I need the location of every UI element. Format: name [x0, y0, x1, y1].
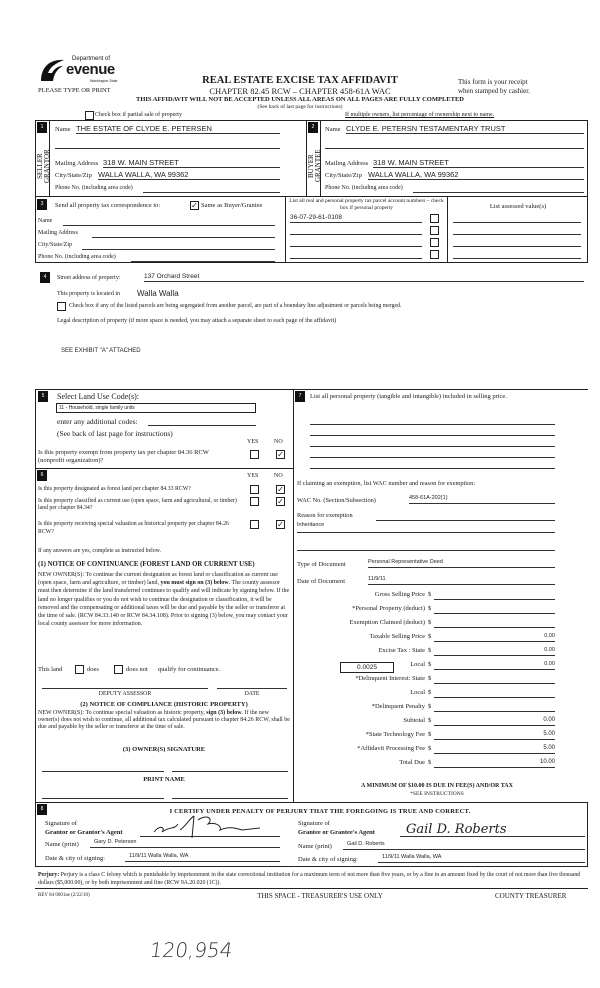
- fee-value-field[interactable]: 5.00: [434, 731, 555, 740]
- logo-state: Washington State: [90, 79, 118, 83]
- svg-text:Gail D. Roberts: Gail D. Roberts: [406, 822, 507, 837]
- seller-mailing-field[interactable]: 318 W. MAIN STREET: [103, 158, 280, 168]
- section-1-badge: 1: [37, 122, 47, 133]
- fee-value-field[interactable]: [434, 591, 555, 600]
- form-revision: REV 84 0001ae (2/22/10): [38, 893, 90, 898]
- if-yes-instruction: If any answers are yes, complete as instructed below.: [38, 548, 161, 554]
- parcel-header: List all real and personal property tax parcel account numbers – check box if personal property: [289, 198, 444, 211]
- certify-statement: I CERTIFY UNDER PENALTY OF PERJURY THAT THE FOREGOING IS TRUE AND CORRECT.: [169, 808, 471, 815]
- corr-name-label: Name: [38, 218, 53, 224]
- personal-property-label: List all personal property (tangible and intangible) included in selling price.: [310, 393, 507, 400]
- personal-property-checkbox[interactable]: [430, 238, 439, 247]
- grantor-date-city-field[interactable]: 11/9/11 Walla Walla, WA: [125, 853, 280, 862]
- fee-value-field[interactable]: 0.00: [434, 661, 555, 670]
- section-6-badge: 6: [37, 470, 47, 481]
- date-label: DATE: [244, 691, 260, 697]
- segregated-parcel-checkbox[interactable]: [57, 302, 66, 311]
- receipt-note-1: This form is your receipt: [458, 78, 528, 86]
- grantee-name-print-label: Name (print): [298, 843, 332, 850]
- wac-label: WAC No. (Section/Subsection): [297, 497, 376, 504]
- wac-field[interactable]: 458-61A-202(1): [409, 495, 555, 504]
- does-qualify-checkbox[interactable]: [75, 665, 84, 674]
- personal-property-line[interactable]: [310, 435, 555, 436]
- land-use-see-back: (See back of last page for instructions): [57, 429, 173, 438]
- does-not-label: does not: [126, 666, 148, 673]
- exemption-instruction: If claiming an exemption, list WAC number and reason for exemption:: [297, 480, 476, 487]
- buyer-name-field[interactable]: CLYDE E. PETERSN TESTAMENTARY TRUST: [346, 124, 584, 134]
- section-3-badge: 3: [37, 199, 47, 210]
- personal-property-checkbox[interactable]: [430, 226, 439, 235]
- fee-value-field[interactable]: 0.00: [434, 717, 555, 726]
- logo-name: evenue: [66, 61, 115, 78]
- grantor-sig-of-label: Signature of: [45, 820, 77, 827]
- does-not-qualify-checkbox[interactable]: [114, 665, 123, 674]
- receipt-note-2: when stamped by cashier.: [458, 87, 530, 95]
- corr-city-field[interactable]: [82, 243, 275, 250]
- forest-land-question: Is this property designated as forest land per chapter 84.33 RCW?: [38, 486, 191, 492]
- personal-property-checkbox[interactable]: [430, 250, 439, 259]
- personal-property-line[interactable]: [310, 468, 555, 469]
- buyer-mailing-label: Mailing Address: [325, 160, 369, 167]
- doc-type-field[interactable]: Personal Representative Deed: [368, 559, 555, 568]
- fee-row-personal-property: *Personal Property (deduct) $: [297, 605, 555, 616]
- grantor-agent-label: Grantor or Grantor's Agent: [45, 829, 123, 836]
- assessor-date-line[interactable]: [217, 688, 287, 689]
- notice-continuance-text: NEW OWNER(S): To continue the current designation as forest land or classification as current use (open space, farm and agriculture, or timber) land, you must sign on (3) below. The county assessor must then determine if the land transferred continues to qualify and will indicate by signing below. If the land no longer qualifies or you do not wish to continue the designation or classification, it will be removed and the compensating or additional taxes will be due and payable by the seller or transferor at the time of sale. (RCW 84.33.140 or RCW 84.34.108). Prior to signing (3) below, you may contact your local county assessor for more information.: [38, 572, 290, 628]
- grantee-name-field[interactable]: Gail D. Roberts: [343, 841, 585, 850]
- section-4-badge: 4: [40, 272, 50, 283]
- forest-yes-checkbox[interactable]: [250, 485, 259, 494]
- yes-header: YES: [247, 473, 259, 479]
- grantee-sig-of-label: Signature of: [298, 820, 330, 827]
- logo-dept: Department of: [72, 56, 111, 62]
- corr-city-label: City/State/Zip: [38, 242, 72, 248]
- print-name-line-2[interactable]: [172, 798, 288, 799]
- fee-row-exemption-claimed: Exemption Claimed (deduct) $: [297, 619, 555, 630]
- fee-row-delinquent-penalty: *Delinquent Penalty $: [297, 703, 555, 714]
- qualify-label: qualify for continuance.: [158, 666, 221, 673]
- fee-value-field[interactable]: [434, 619, 555, 628]
- multiple-owners-note: If multiple owners, list percentage of ownership next to name.: [345, 112, 495, 118]
- fee-value-field[interactable]: [434, 675, 555, 684]
- fee-value-field[interactable]: [434, 605, 555, 614]
- reason-label: Reason for exemption: [297, 512, 353, 519]
- buyer-city-field[interactable]: WALLA WALLA, WA 99362: [368, 170, 584, 180]
- assessed-value-field[interactable]: [453, 227, 581, 235]
- current-use-no-checkbox[interactable]: ✓: [277, 497, 284, 506]
- personal-property-line[interactable]: [310, 446, 555, 447]
- grantor-signature-field[interactable]: [140, 820, 280, 837]
- section-2-badge: 2: [308, 122, 318, 133]
- notice-compliance-text: NEW OWNER(S): To continue special valuation as historic property, sign (3) below. If the new owner(s) does not wish to continue, all additional tax calculated pursuant to chapter 84.26 RCW, shall be due and payable by the seller or transferor at the time of sale.: [38, 710, 290, 731]
- parcel-number-field[interactable]: [290, 238, 422, 247]
- historic-yes-checkbox[interactable]: [250, 520, 259, 529]
- fee-row-technology-fee: *State Technology Fee $ 5.00: [365, 731, 555, 738]
- seller-grantor-label: SELLER GRANTOR: [36, 149, 51, 183]
- completion-warning: THIS AFFIDAVIT WILL NOT BE ACCEPTED UNLESS ALL AREAS ON ALL PAGES ARE FULLY COMPLETED: [136, 96, 464, 103]
- fee-row-subtotal: Subtotal $ 0.00: [403, 717, 555, 724]
- owner-signature-line-1[interactable]: [42, 771, 164, 772]
- form-subtitle: CHAPTER 82.45 RCW – CHAPTER 458-61A WAC: [209, 86, 391, 96]
- print-name-line-1[interactable]: [42, 798, 164, 799]
- buyer-name-label: Name: [325, 126, 341, 133]
- grantee-handwritten-signature: [404, 818, 524, 838]
- fee-row-excise-local: Local $ 0.00: [410, 661, 555, 668]
- seller-city-label: City/State/Zip: [55, 172, 92, 179]
- notice-compliance-title: (2) NOTICE OF COMPLIANCE (HISTORIC PROPERTY): [80, 701, 248, 708]
- grantee-date-city-label: Date & city of signing:: [298, 856, 358, 863]
- historic-question: Is this property receiving special valuation as historical property per chapter 84.26 RCW?: [38, 521, 229, 535]
- seller-phone-field[interactable]: [143, 185, 280, 193]
- legal-description-value[interactable]: SEE EXHIBIT "A" ATTACHED: [61, 348, 141, 354]
- buyer-grantee-label: BUYER GRANTEE: [307, 149, 322, 183]
- form-title: REAL ESTATE EXCISE TAX AFFIDAVIT: [202, 75, 398, 86]
- current-use-yes-checkbox[interactable]: [250, 497, 259, 506]
- section-8-badge: 8: [37, 804, 47, 815]
- revenue-swoosh-icon: [38, 57, 68, 83]
- historic-no-checkbox[interactable]: ✓: [277, 520, 284, 529]
- grantor-handwritten-signature: [150, 814, 270, 838]
- see-back-note: (See back of last page for instructions): [257, 104, 343, 110]
- fee-value-field[interactable]: 0.00: [434, 633, 555, 642]
- partial-sale-checkbox[interactable]: [85, 111, 94, 120]
- notice-continuance-title: (1) NOTICE OF CONTINUANCE (FOREST LAND OR CURRENT USE): [38, 561, 255, 568]
- doc-date-label: Date of Document: [297, 578, 346, 585]
- assessed-value-field[interactable]: [453, 215, 581, 223]
- street-address-label: Street address of property:: [57, 275, 121, 281]
- please-type-text: PLEASE TYPE OR PRINT: [38, 87, 111, 94]
- same-as-buyer-checkbox[interactable]: ✓: [191, 201, 198, 210]
- grantee-agent-label: Grantee or Grantee's Agent: [298, 829, 375, 836]
- located-in-label: This property is located in: [57, 291, 120, 297]
- fee-row-taxable-selling-price: Taxable Selling Price $ 0.00: [369, 633, 555, 640]
- parcel-number-field[interactable]: 36-07-29-61-0108: [290, 214, 422, 223]
- owner-signature-label: (3) OWNER(S) SIGNATURE: [122, 746, 206, 753]
- fee-row-excise-state: Excise Tax : State $ 0.00: [378, 647, 555, 654]
- grantee-signature-field[interactable]: [400, 820, 585, 837]
- fee-row-total-due: Total Due $ 10.00: [399, 759, 555, 766]
- land-use-label: Select Land Use Code(s):: [57, 392, 139, 401]
- does-label: does: [87, 666, 99, 673]
- no-header: NO: [274, 473, 283, 479]
- treasurer-use-only: THIS SPACE - TREASURER'S USE ONLY: [257, 892, 383, 900]
- svg-text:120,954: 120,954: [150, 938, 235, 962]
- fee-value-field[interactable]: [434, 703, 555, 712]
- located-in-value[interactable]: Walla Walla: [137, 289, 179, 298]
- fee-row-processing-fee: *Affidavit Processing Fee $ 5.00: [357, 745, 555, 752]
- exempt-yes-checkbox[interactable]: [250, 450, 259, 459]
- local-rate-box[interactable]: 0.0025: [340, 662, 394, 673]
- grantor-date-city-label: Date & city of signing:: [45, 855, 105, 862]
- assessed-header: List assessed value(s): [489, 203, 547, 210]
- corr-phone-field[interactable]: [131, 255, 275, 262]
- fee-row-delinquent-interest-local: Local $: [297, 689, 555, 700]
- owner-signature-line-2[interactable]: [172, 771, 288, 772]
- minimum-due-note: A MINIMUM OF $10.00 IS DUE IN FEE(S) AND/OR TAX: [361, 783, 513, 789]
- grantor-name-field[interactable]: Gary D. Petersen: [90, 839, 280, 848]
- section-5-badge: 5: [38, 391, 48, 402]
- exempt-question: Is this property exempt from property tax per chapter 84.36 RCW (nonprofit organization)?: [38, 449, 209, 464]
- fee-row-delinquent-interest-state: *Delinquent Interest: State $: [297, 675, 555, 686]
- fee-value-field[interactable]: 10.00: [434, 759, 555, 768]
- assessed-value-field[interactable]: [453, 251, 581, 259]
- personal-property-checkbox[interactable]: [430, 214, 439, 223]
- deputy-assessor-label: DEPUTY ASSESSOR: [98, 691, 152, 697]
- doc-date-field[interactable]: 11/9/11: [368, 576, 555, 585]
- exempt-no-checkbox[interactable]: ✓: [277, 450, 284, 459]
- personal-property-line[interactable]: [310, 424, 555, 425]
- legal-description-label: Legal description of property (if more space is needed, you may attach a separate sheet to each page of the affidavit): [57, 318, 337, 324]
- fee-value-field[interactable]: 0.00: [434, 647, 555, 656]
- buyer-phone-field[interactable]: [413, 185, 584, 193]
- perjury-notice: Perjury: Perjury is a class C felony which is punishable by imprisonment in the state correctional institution for a maximum term of not more than five years, or by a fine in an amount fixed by the court of not more than five thousand dollars ($5,000.00), or by both imprisonment and fine (RCW 9A.20.020 (1C)).: [38, 872, 581, 886]
- seller-name-label: Name: [55, 126, 71, 133]
- corr-name-field[interactable]: [63, 219, 275, 226]
- additional-codes-label: enter any additional codes:: [57, 417, 138, 426]
- current-use-question: Is this property classified as current use (open space, farm and agricultural, or timber) land per chapter 84.34?: [38, 498, 237, 511]
- this-land-label: This land: [38, 666, 63, 673]
- buyer-phone-label: Phone No. (including area code): [325, 185, 403, 191]
- print-name-label: PRINT NAME: [143, 776, 185, 783]
- seller-mailing-label: Mailing Address: [55, 160, 99, 167]
- fee-value-field[interactable]: [434, 689, 555, 698]
- seller-city-field[interactable]: WALLA WALLA, WA 99362: [98, 170, 280, 180]
- fee-value-field[interactable]: 5.00: [434, 745, 555, 754]
- county-treasurer-label: COUNTY TREASURER: [495, 892, 567, 900]
- deputy-assessor-signature-line[interactable]: [42, 688, 208, 689]
- forest-no-checkbox[interactable]: ✓: [277, 485, 284, 494]
- see-instructions-note: *SEE INSTRUCTIONS: [410, 791, 464, 797]
- parcel-number-field[interactable]: [290, 226, 422, 235]
- segregated-parcel-label: Check box if any of the listed parcels are being segregated from another parcel, are part of a boundary line adjustment or parcels being merged.: [69, 303, 402, 309]
- seller-name-field[interactable]: THE ESTATE OF CLYDE E. PETERSEN: [76, 124, 280, 134]
- corr-phone-label: Phone No. (including area code): [38, 254, 116, 260]
- section-7-badge: 7: [295, 391, 305, 402]
- additional-codes-field[interactable]: [148, 418, 256, 426]
- send-correspondence-label: Send all property tax correspondence to:: [55, 202, 161, 209]
- buyer-city-label: City/State/Zip: [325, 172, 362, 179]
- land-use-select[interactable]: 11 - Household, single family units: [56, 403, 256, 413]
- reason-field[interactable]: [376, 513, 555, 521]
- fee-row-gross-selling-price: Gross Selling Price $: [297, 591, 555, 602]
- grantor-name-print-label: Name (print): [45, 841, 79, 848]
- street-address-field[interactable]: 137 Orchard Street: [144, 273, 584, 282]
- no-header: NO: [274, 439, 283, 445]
- assessed-value-field[interactable]: [453, 239, 581, 247]
- handwritten-number-glyphs: [150, 935, 260, 965]
- dor-logo: [38, 56, 120, 86]
- corr-mailing-field[interactable]: [92, 231, 275, 238]
- buyer-mailing-field[interactable]: 318 W. MAIN STREET: [373, 158, 584, 168]
- handwritten-receipt-number: [150, 935, 260, 965]
- same-as-buyer-label: Same as Buyer/Grantee: [201, 202, 263, 209]
- grantee-date-city-field[interactable]: 11/9/11 Walla Walla, WA: [378, 854, 585, 863]
- doc-type-label: Type of Document: [297, 561, 346, 568]
- seller-phone-label: Phone No. (including area code): [55, 185, 133, 191]
- yes-header: YES: [247, 439, 259, 445]
- corr-mailing-label: Mailing Address: [38, 230, 78, 236]
- partial-sale-label: Check box if partial sale of property: [95, 112, 182, 118]
- reason-value[interactable]: Inheritance: [297, 522, 555, 533]
- personal-property-line[interactable]: [310, 457, 555, 458]
- parcel-number-field[interactable]: [290, 250, 422, 259]
